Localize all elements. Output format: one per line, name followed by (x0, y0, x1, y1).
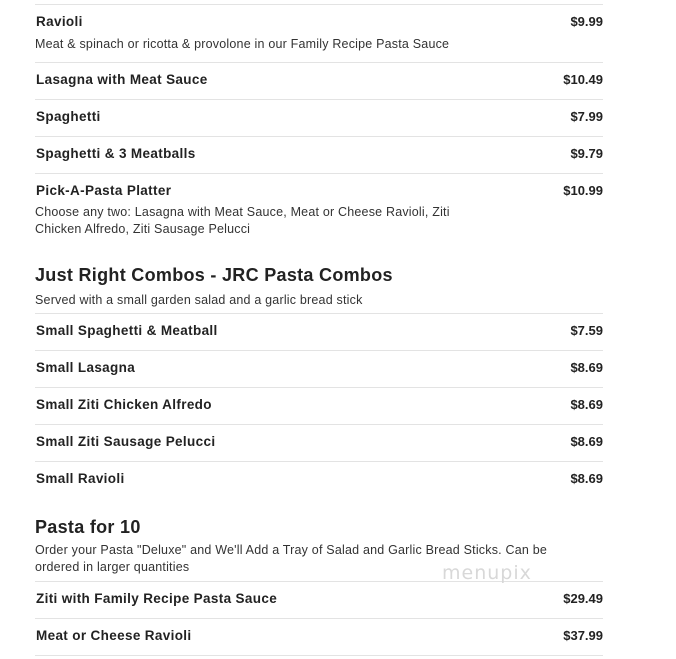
item-price: $10.99 (563, 183, 603, 198)
item-price: $9.99 (570, 14, 603, 29)
watermark-logo: menupix (442, 562, 532, 584)
item-name: Lasagna with Meat Sauce (36, 72, 208, 87)
divider (35, 4, 603, 5)
item-price: $8.69 (570, 397, 603, 412)
item-name: Small Ziti Sausage Pelucci (36, 434, 216, 449)
item-name: Spaghetti (36, 109, 101, 124)
item-name: Ziti with Family Recipe Pasta Sauce (36, 591, 278, 606)
item-name: Small Lasagna (36, 360, 136, 375)
divider (35, 618, 603, 619)
item-name: Small Ziti Chicken Alfredo (36, 397, 212, 412)
divider (35, 350, 603, 351)
divider (35, 424, 603, 425)
item-price: $8.69 (570, 434, 603, 449)
item-name: Ravioli (36, 14, 83, 29)
divider (35, 313, 603, 314)
divider (35, 655, 603, 656)
divider (35, 99, 603, 100)
section-description: Order your Pasta "Deluxe" and We'll Add a Tray of Salad and Garlic Bread Sticks. Can be ordered in larger quantities (35, 543, 548, 574)
divider (35, 62, 603, 63)
item-price: $29.49 (563, 591, 603, 606)
item-name: Meat or Cheese Ravioli (36, 628, 192, 643)
item-price: $7.99 (570, 109, 603, 124)
divider (35, 173, 603, 174)
item-price: $37.99 (563, 628, 603, 643)
item-price: $7.59 (570, 323, 603, 338)
item-name: Small Ravioli (36, 471, 125, 486)
item-name: Pick-A-Pasta Platter (36, 183, 172, 198)
divider (35, 136, 603, 137)
item-description: Meat & spinach or ricotta & provolone in our Family Recipe Pasta Sauce (35, 37, 450, 51)
divider (35, 387, 603, 388)
item-description: Choose any two: Lasagna with Meat Sauce, Meat or Cheese Ravioli, Ziti Chicken Alfredo, Ziti Sausage Pelucci (35, 205, 450, 236)
divider (35, 461, 603, 462)
section-title: Just Right Combos - JRC Pasta Combos (35, 265, 393, 285)
item-price: $9.79 (570, 146, 603, 161)
item-price: $8.69 (570, 471, 603, 486)
item-price: $8.69 (570, 360, 603, 375)
item-name: Small Spaghetti & Meatball (36, 323, 218, 338)
item-name: Spaghetti & 3 Meatballs (36, 146, 196, 161)
item-price: $10.49 (563, 72, 603, 87)
section-description: Served with a small garden salad and a garlic bread stick (35, 293, 363, 307)
section-title: Pasta for 10 (35, 517, 141, 537)
